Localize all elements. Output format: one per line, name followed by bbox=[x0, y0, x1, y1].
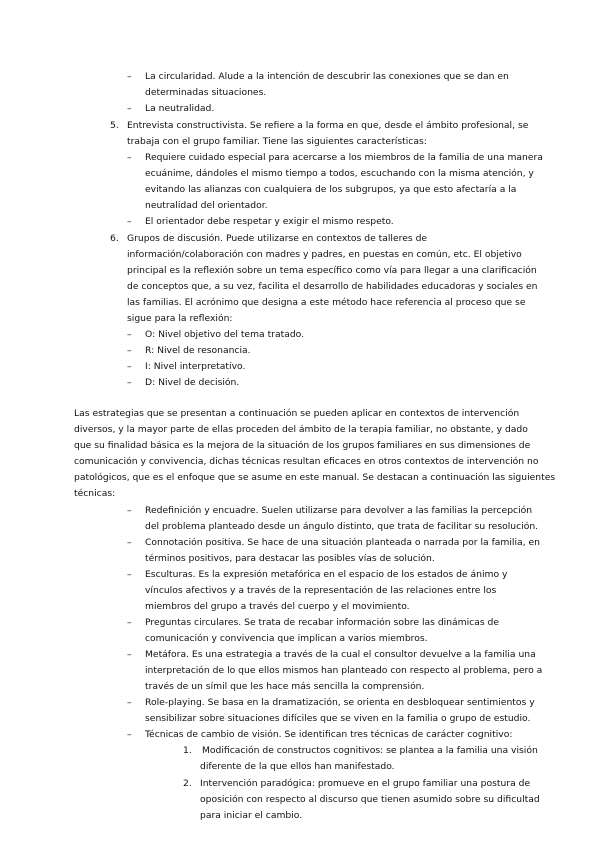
text-line: Las estrategias que se presentan a continuación se pueden aplicar en contextos de intervención bbox=[74, 408, 520, 419]
bullet-dash: – bbox=[127, 617, 132, 628]
text-line: interpretación de lo que ellos mismos han planteado con respecto al problema, pero a bbox=[145, 665, 543, 676]
text-line: O: Nivel objetivo del tema tratado. bbox=[145, 329, 305, 340]
bullet-dash: – bbox=[127, 697, 132, 708]
text-line: Preguntas circulares. Se trata de recabar información sobre las dinámicas de bbox=[145, 617, 500, 628]
text-line: ecuánime, dándoles el mismo tiempo a todos, escuchando con la misma atención, y bbox=[145, 168, 534, 179]
text-line: Metáfora. Es una estrategia a través de la cual el consultor devuelve a la familia una bbox=[145, 649, 536, 660]
bullet-dash: – bbox=[127, 537, 132, 548]
text-line: I: Nivel interpretativo. bbox=[145, 361, 246, 372]
text-line: información/colaboración con madres y padres, en puestas en común, etc. El objetivo bbox=[127, 249, 522, 260]
text-line: oposición con respecto al discurso que tienen asumido sobre su dificultad bbox=[200, 794, 540, 805]
text-line: principal es la reflexión sobre un tema específico como vía para llegar a una clarificación bbox=[127, 265, 537, 276]
text-line: Entrevista constructivista. Se refiere a la forma en que, desde el ámbito profesional, se bbox=[127, 120, 529, 131]
text-line: través de un símil que les hace más sencilla la comprensión. bbox=[145, 681, 425, 692]
text-line: sensibilizar sobre situaciones difíciles que se viven en la familia o grupo de estudio. bbox=[145, 713, 531, 724]
text-line: Requiere cuidado especial para acercarse a los miembros de la familia de una manera bbox=[145, 152, 543, 163]
bullet-dash: – bbox=[127, 649, 132, 660]
text-line: diversos, y la mayor parte de ellas proceden del ámbito de la terapia familiar, no obstante, y dado bbox=[74, 424, 528, 435]
text-line: vínculos afectivos y a través de la representación de las relaciones entre los bbox=[145, 585, 497, 596]
text-line: Técnicas de cambio de visión. Se identifican tres técnicas de carácter cognitivo: bbox=[145, 729, 513, 740]
list-number: 6. bbox=[110, 233, 119, 244]
text-line: Role-playing. Se basa en la dramatización, se orienta en desbloquear sentimientos y bbox=[145, 697, 535, 708]
text-line: Intervención paradógica: promueve en el grupo familiar una postura de bbox=[200, 778, 531, 789]
text-line: El orientador debe respetar y exigir el mismo respeto. bbox=[145, 216, 394, 227]
text-line: La circularidad. Alude a la intención de descubrir las conexiones que se dan en bbox=[145, 71, 509, 82]
text-line: trabaja con el grupo familiar. Tiene las siguientes características: bbox=[127, 136, 427, 147]
text-line: R: Nivel de resonancia. bbox=[145, 345, 251, 356]
text-line: Grupos de discusión. Puede utilizarse en contextos de talleres de bbox=[127, 233, 428, 244]
text-line: miembros del grupo a través del cuerpo y el movimiento. bbox=[145, 601, 410, 612]
bullet-dash: – bbox=[127, 103, 132, 114]
text-line: términos positivos, para destacar las posibles vías de solución. bbox=[145, 553, 435, 564]
text-line: diferente de la que ellos han manifestado. bbox=[200, 761, 395, 772]
bullet-dash: – bbox=[127, 505, 132, 516]
bullet-dash: – bbox=[127, 377, 132, 388]
bullet-dash: – bbox=[127, 345, 132, 356]
text-line: Modificación de constructos cognitivos: se plantea a la familia una visión bbox=[202, 745, 538, 756]
text-line: neutralidad del orientador. bbox=[145, 200, 268, 211]
text-line: las familias. El acrónimo que designa a este método hace referencia al proceso que se bbox=[127, 297, 526, 308]
bullet-dash: – bbox=[127, 329, 132, 340]
text-line: Redefinición y encuadre. Suelen utilizarse para devolver a las familias la percepción bbox=[145, 505, 533, 516]
text-line: comunicación y convivencia, dichas técnicas resultan eficaces en otros contextos de intervención no bbox=[74, 456, 539, 467]
text-line: Esculturas. Es la expresión metafórica en el espacio de los estados de ánimo y bbox=[145, 569, 508, 580]
text-line: sigue para la reflexión: bbox=[127, 313, 233, 324]
text-line: D: Nivel de decisión. bbox=[145, 377, 240, 388]
bullet-dash: – bbox=[127, 569, 132, 580]
bullet-dash: – bbox=[127, 361, 132, 372]
text-line: comunicación y convivencia que implican a varios miembros. bbox=[145, 633, 428, 644]
list-number: 2. bbox=[183, 778, 192, 789]
bullet-dash: – bbox=[127, 71, 132, 82]
text-line: determinadas situaciones. bbox=[145, 87, 267, 98]
text-line: del problema planteado desde un ángulo distinto, que trata de facilitar su resolución. bbox=[145, 521, 539, 532]
bullet-dash: – bbox=[127, 216, 132, 227]
text-line: que su finalidad básica es la mejora de la situación de los grupos familiares en sus dimensiones de bbox=[74, 440, 531, 451]
bullet-dash: – bbox=[127, 729, 132, 740]
text-line: La neutralidad. bbox=[145, 103, 215, 114]
list-number: 1. bbox=[183, 745, 192, 756]
text-line: de conceptos que, a su vez, facilita el desarrollo de habilidades educadoras y sociales en bbox=[127, 281, 538, 292]
text-line: patológicos, que es el enfoque que se asume en este manual. Se destacan a continuación las siguientes bbox=[74, 472, 556, 483]
text-line: evitando las alianzas con cualquiera de los subgrupos, ya que esto afectaría a la bbox=[145, 184, 517, 195]
text-line: Connotación positiva. Se hace de una situación planteada o narrada por la familia, en bbox=[145, 537, 540, 548]
text-line: técnicas: bbox=[74, 488, 116, 499]
text-line: para iniciar el cambio. bbox=[200, 810, 303, 821]
list-number: 5. bbox=[110, 120, 119, 131]
bullet-dash: – bbox=[127, 152, 132, 163]
